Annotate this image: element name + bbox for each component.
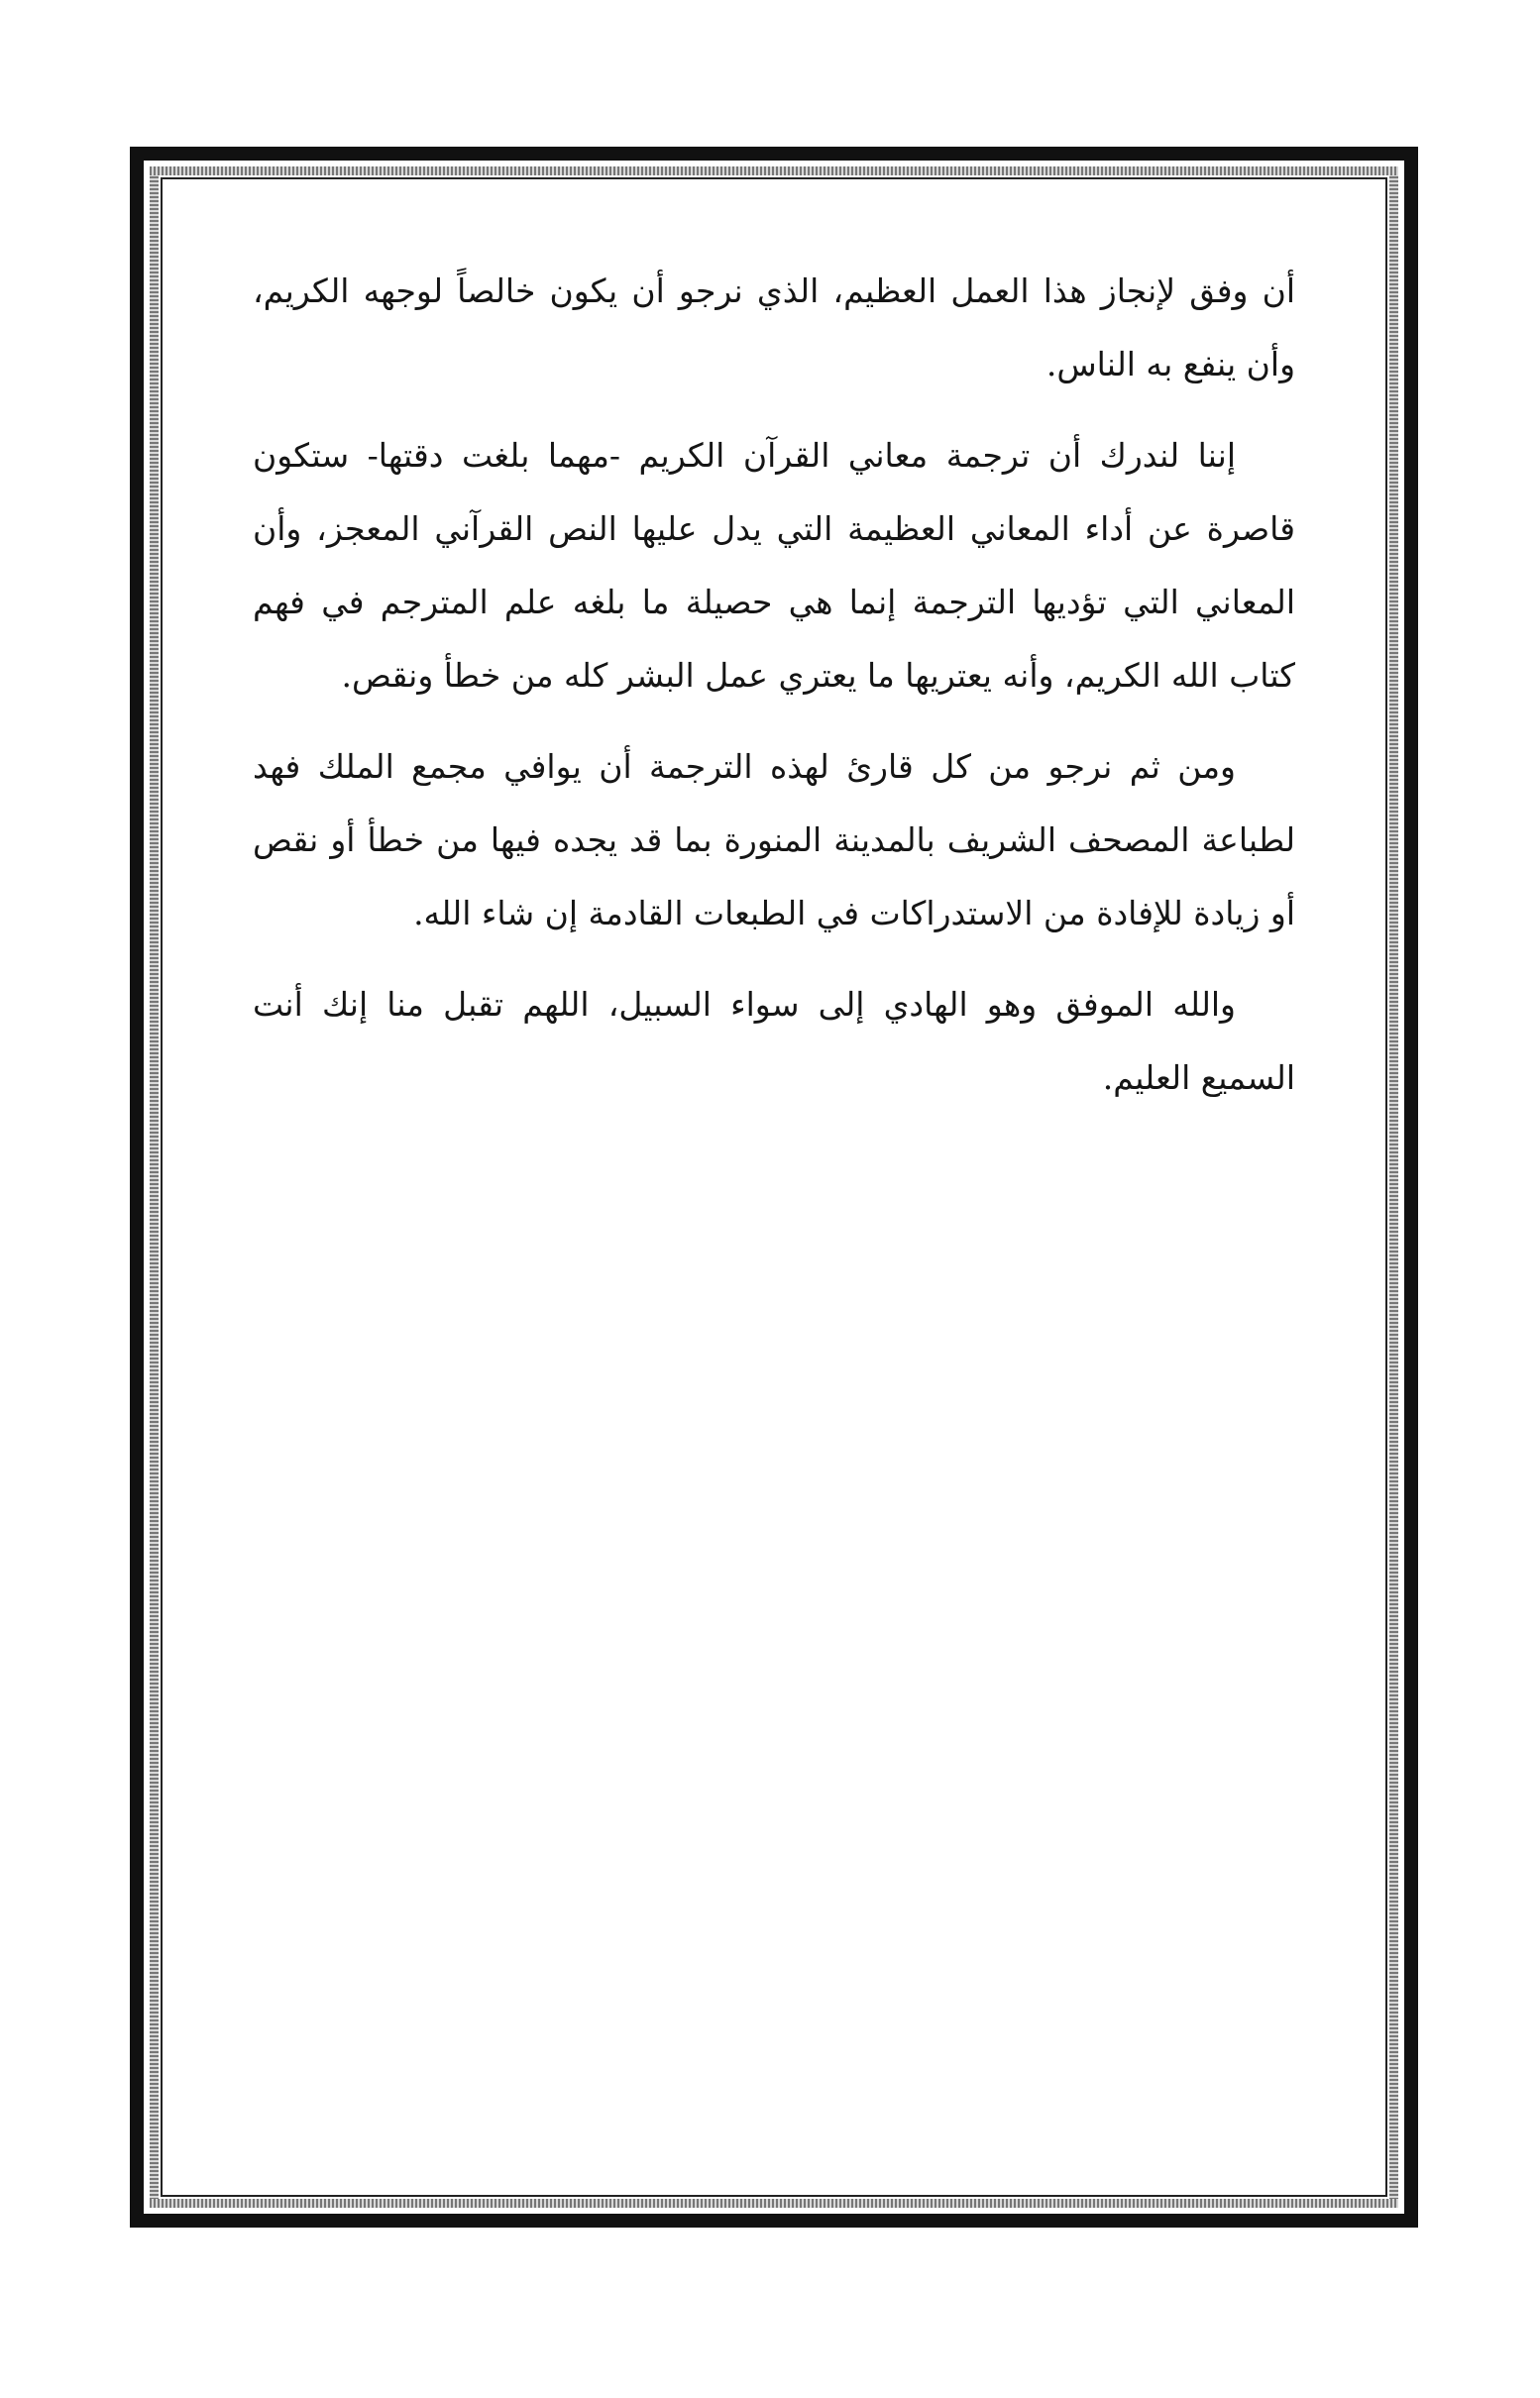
paragraph-3: ومن ثم نرجو من كل قارئ لهذه الترجمة أن يوافي مجمع الملك فهد لطباعة المصحف الشريف بالمدينة المنورة بما قد يجده فيها من خطأ أو نقص أو زيادة للإفادة من الاستدراكات في الطبعات القادمة إن شاء الله.: [253, 747, 1295, 932]
ornamental-border: [130, 147, 1418, 2228]
paragraph-4: والله الموفق وهو الهادي إلى سواء السبيل، اللهم تقبل منا إنك أنت السميع العليم.: [253, 985, 1295, 1097]
paragraph-1: أن وفق لإنجاز هذا العمل العظيم، الذي نرجو أن يكون خالصاً لوجهه الكريم، وأن ينفع به الناس.: [253, 272, 1295, 383]
body-text: [253, 255, 1295, 1133]
paragraph-2: إننا لندرك أن ترجمة معاني القرآن الكريم -مهما بلغت دقتها- ستكون قاصرة عن أداء المعاني العظيمة التي يدل عليها النص القرآني المعجز، وأن المعاني التي تؤديها الترجمة إنما هي حصيلة ما بلغه علم المترجم في فهم كتاب الله الكريم، وأنه يعتريها ما يعتري عمل البشر كله من خطأ ونقص.: [253, 436, 1295, 695]
